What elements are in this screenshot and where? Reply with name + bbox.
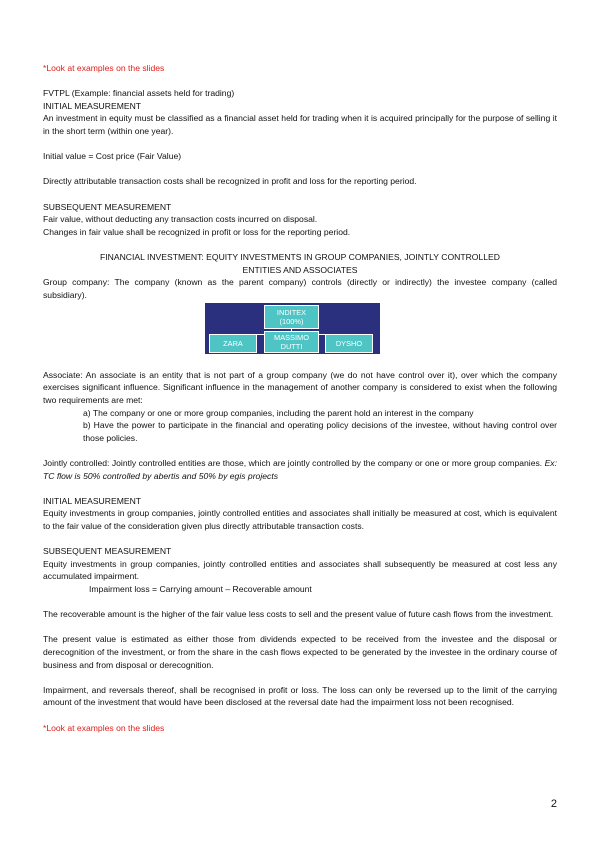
equity-initial-heading: INITIAL MEASUREMENT — [43, 495, 142, 506]
impairment-formula: Impairment loss = Carrying amount – Recoverable amount — [89, 583, 312, 594]
fvtpl-transaction-costs: Directly attributable transaction costs shall be recognized in profit and loss for the reporting period. — [43, 176, 417, 187]
jointly-controlled-text — [43, 457, 557, 482]
diagram-child-zara-label: ZARA — [223, 339, 243, 349]
jointly-controlled-example: Ex: TC flow is 50% controlled by abertis and 50% by egis projects — [43, 458, 557, 481]
fvtpl-subsequent-heading: SUBSEQUENT MEASUREMENT — [43, 201, 172, 212]
fvtpl-initial-text: An investment in equity must be classified as a financial asset held for trading when it is acquired principally for the purpose of selling it in the short term (within one year). — [43, 113, 557, 136]
diagram-child-massimo-line2: DUTTI — [280, 342, 303, 352]
equity-heading-line2: ENTITIES AND ASSOCIATES — [242, 264, 358, 275]
fvtpl-title: FVTPL (Example: financial assets held for trading) — [43, 88, 235, 99]
note-top: *Look at examples on the slides — [43, 63, 165, 73]
requirement-b: b) Have the power to participate in the financial and operating policy decisions of the investee, without having control over those policies. — [83, 420, 557, 443]
equity-heading-line1: FINANCIAL INVESTMENT: EQUITY INVESTMENTS IN GROUP COMPANIES, JOINTLY CONTROLLED — [100, 251, 500, 262]
group-company-text: Group company: The company (known as the parent company) controls (directly or indirectly) the investee company (called subsidiary). — [43, 277, 557, 300]
diagram-child-zara — [209, 334, 257, 353]
equity-subsequent-text: Equity investments in group companies, jointly controlled entities and associates shall subsequently be measured at cost less any accumulated impairment. — [43, 558, 557, 582]
associate-text: Associate: An associate is an entity that is not part of a group company (we do not have control over it), over which the company exercises significant influence. Significant influence in the management of another company is considered to exist when the following two requirements are met: — [43, 369, 557, 406]
fvtpl-subsequent-line1: Fair value, without deducting any transaction costs incurred on disposal. — [43, 214, 318, 225]
fvtpl-subsequent-line2: Changes in fair value shall be recognized in profit or loss for the reporting period. — [43, 226, 351, 237]
equity-initial-text: Equity investments in group companies, jointly controlled entities and associates shall initially be measured at cost, which is equivalent to the fair value of the consideration given plus directly attributable transaction costs. — [43, 508, 557, 531]
reversal-text: Impairment, and reversals thereof, shall be recognised in profit or loss. The loss can only be reversed up to the limit of the carrying amount of the investment that would have been disclosed at the reversal date had the impairment loss not been recognised. — [43, 684, 557, 708]
diagram-child-massimo — [264, 331, 319, 353]
present-value-text: The present value is estimated as either those from dividends expected to be received from the investee and the disposal or derecognition of the investment, or from the share in the cash flows expected to be generated by the investee in the ordinary course of business and from disposal or derecognition. — [43, 634, 557, 670]
diagram-child-massimo-line1: MASSIMO — [274, 333, 309, 343]
diagram-parent-name: INDITEX — [276, 308, 307, 318]
diagram-child-dysho-label: DYSHO — [335, 339, 363, 349]
note-bottom: *Look at examples on the slides — [43, 722, 165, 733]
group-structure-diagram — [205, 303, 380, 354]
recoverable-amount-text: The recoverable amount is the higher of the fair value less costs to sell and the present value of future cash flows from the investment. — [43, 609, 554, 620]
document-page — [43, 62, 557, 734]
diagram-parent-share: (100%) — [279, 317, 304, 327]
fvtpl-initial-value: Initial value = Cost price (Fair Value) — [43, 151, 182, 162]
jointly-controlled-definition: Jointly controlled: Jointly controlled entities are those, which are jointly controlled by the company or one or more group companies. — [43, 458, 545, 469]
requirement-a: a) The company or one or more group companies, including the parent hold an interest in the company — [83, 407, 474, 418]
fvtpl-initial-heading: INITIAL MEASUREMENT — [43, 100, 142, 111]
diagram-child-dysho — [325, 334, 373, 353]
page-number: 2 — [550, 798, 557, 810]
equity-subsequent-heading: SUBSEQUENT MEASUREMENT — [43, 546, 172, 557]
diagram-parent-box — [264, 305, 319, 329]
